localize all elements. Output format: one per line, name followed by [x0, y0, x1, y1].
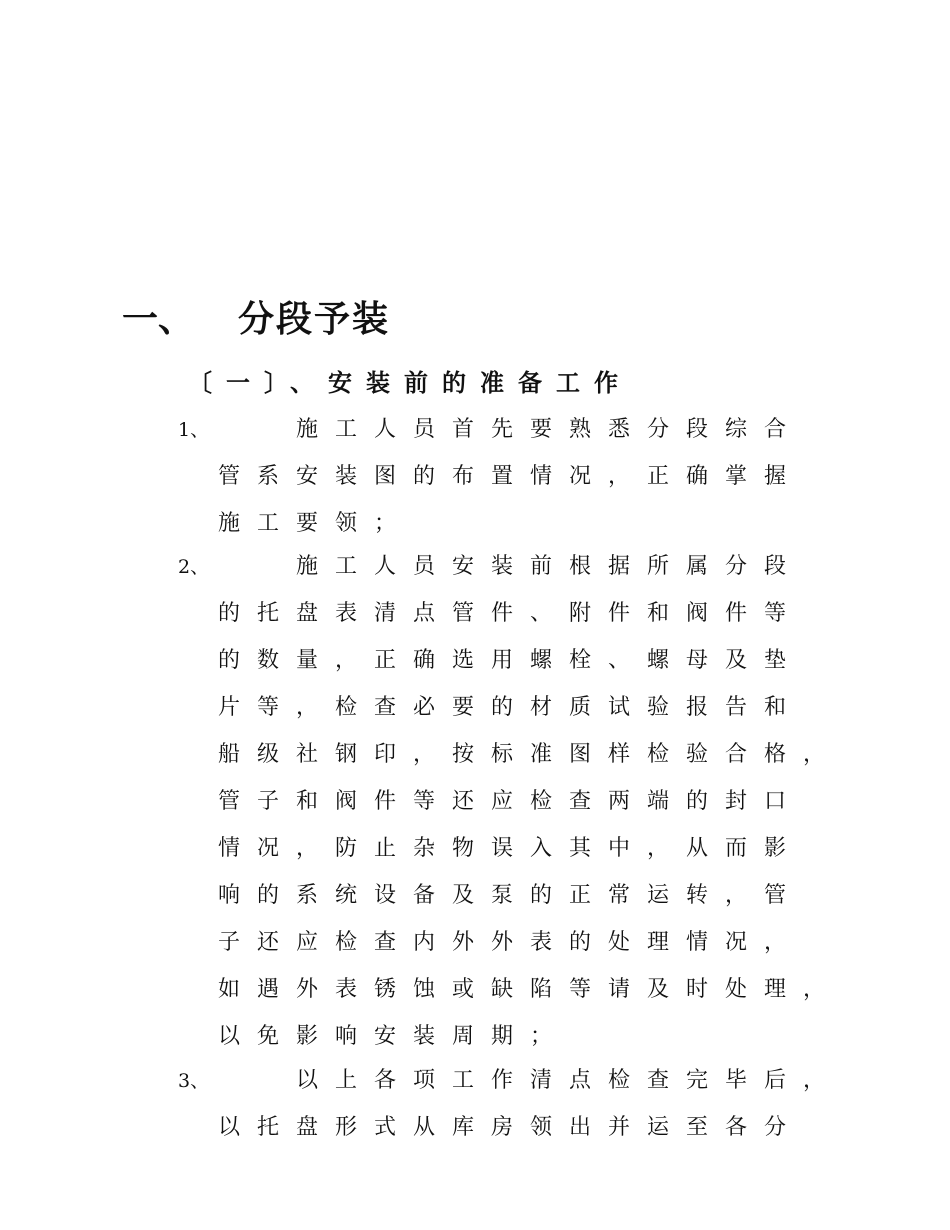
paragraph-line: 响的系统设备及泵的正常运转，管 — [218, 883, 804, 908]
paragraph-line: 以托盘形式从库房领出并运至各分 — [218, 1115, 804, 1140]
item-number: 3、 — [178, 1070, 210, 1092]
paragraph-line: 施工要领； — [218, 511, 414, 536]
paragraph-line: 片等，检查必要的材质试验报告和 — [218, 695, 804, 720]
heading-1-title: 分段予装 — [238, 299, 391, 340]
paragraph-line: 施工人员首先要熟悉分段综合 — [296, 417, 804, 442]
paragraph-line: 子还应检查内外外表的处理情况， — [218, 930, 804, 955]
paragraph-line: 施工人员安装前根据所属分段 — [296, 554, 804, 579]
item-number: 1、 — [178, 419, 210, 441]
paragraph-line: 的数量，正确选用螺栓、螺母及垫 — [218, 648, 804, 673]
paragraph-line: 以免影响安装周期； — [218, 1024, 570, 1049]
paragraph-line: 管子和阀件等还应检查两端的封口 — [218, 789, 804, 814]
paragraph-line: 如遇外表锈蚀或缺陷等请及时处理， — [218, 977, 843, 1002]
paragraph-line: 管系安装图的布置情况，正确掌握 — [218, 464, 804, 489]
heading-2: 〔一〕、安装前的准备工作 — [188, 369, 632, 397]
heading-1-number: 一、 — [122, 299, 195, 340]
item-number: 2、 — [178, 556, 210, 578]
paragraph-line: 的托盘表清点管件、附件和阀件等 — [218, 601, 804, 626]
paragraph-line: 情况，防止杂物误入其中，从而影 — [218, 836, 804, 861]
paragraph-line: 船级社钢印，按标准图样检验合格， — [218, 742, 843, 767]
paragraph-line: 以上各项工作清点检查完毕后， — [296, 1068, 843, 1093]
